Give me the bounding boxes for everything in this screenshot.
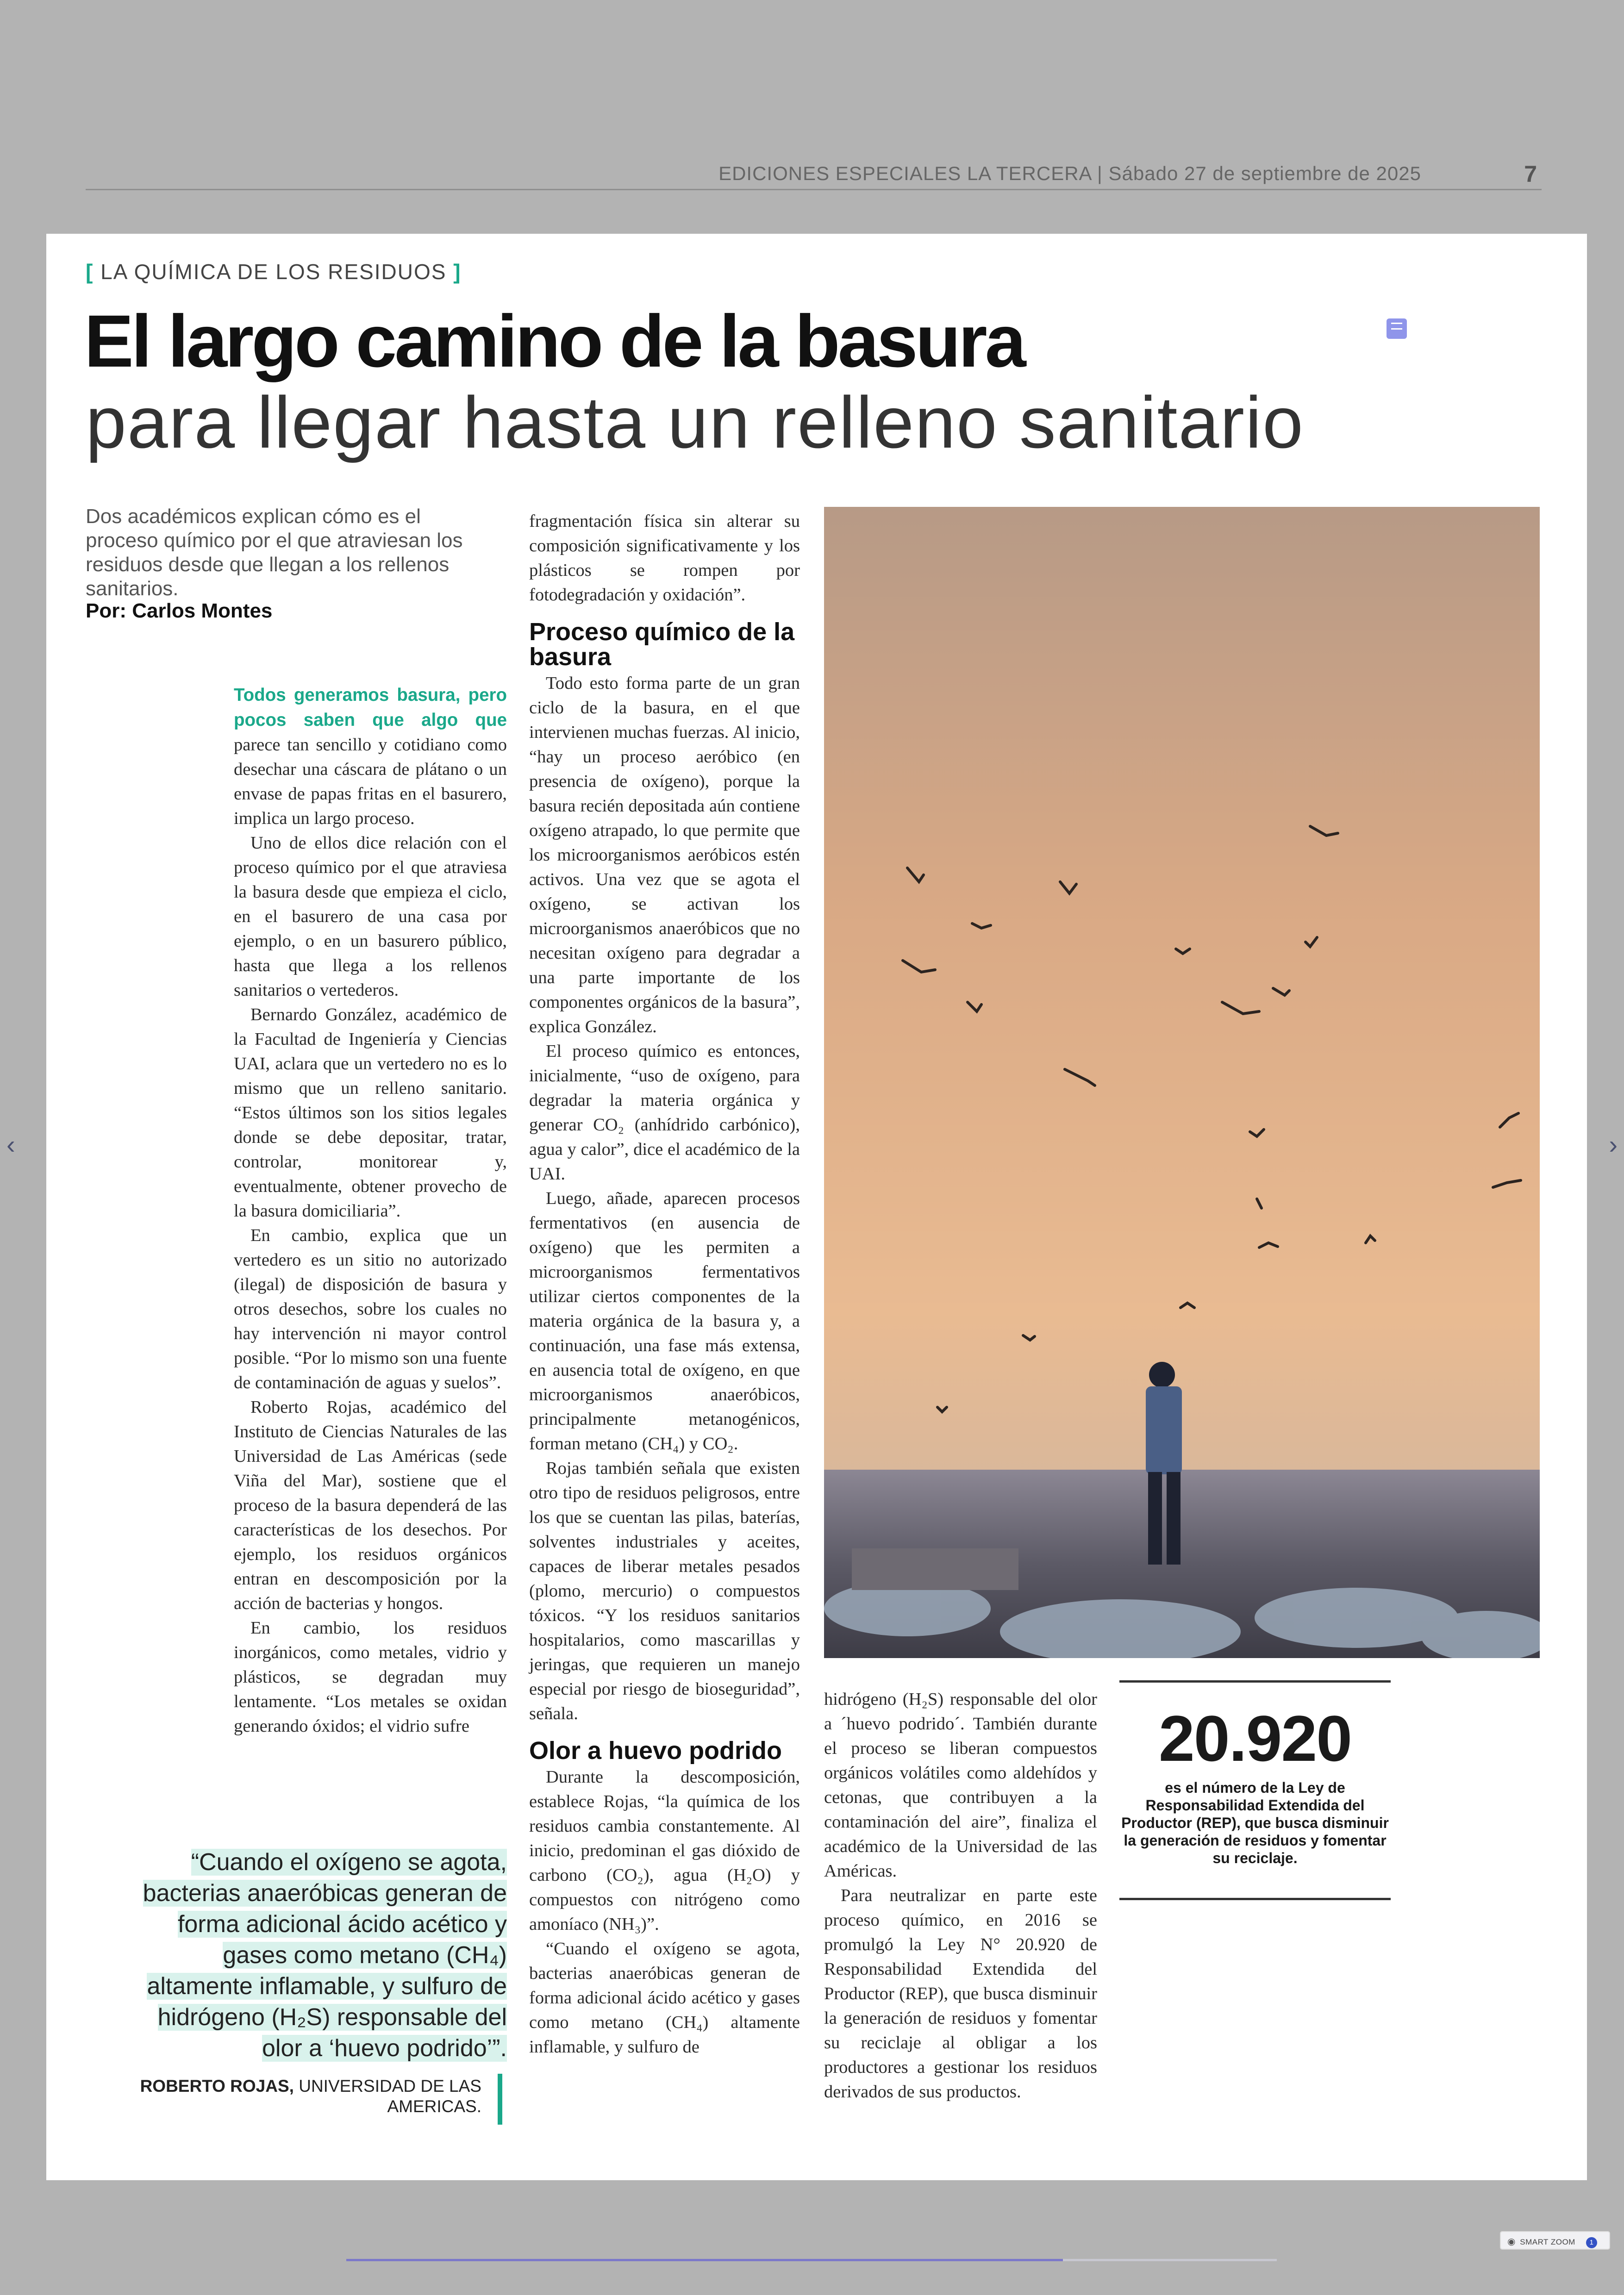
- kicker-bracket-open: [: [86, 260, 94, 284]
- smart-zoom-label: SMART ZOOM: [1520, 2238, 1575, 2246]
- article-column-3: [824, 1687, 1097, 2104]
- quote-author: ROBERTO ROJAS,: [140, 2077, 294, 2095]
- kicker-text: LA QUÍMICA DE LOS RESIDUOS: [100, 260, 447, 284]
- previous-page-arrow-icon[interactable]: ‹: [6, 1130, 15, 1159]
- lead-paragraph-rest: parece tan sencillo y cotidiano como desechar una cáscara de plátano o un envase de papas fritas en el basurero, implica un largo proceso.: [234, 735, 507, 828]
- section-kicker: [86, 259, 462, 284]
- newspaper-page: [46, 234, 1587, 2180]
- paragraph: Rojas también señala que existen otro tipo de residuos peligrosos, entre los que se cuentan las pilas, baterías, solventes industriales y aceites, capaces de liberar metales pesados (plomo, mercurio) o compuestos tóxicos. “Y los residuos sanitarios hospitalarios, como mascarillas y jeringas, que requieren un manejo especial por riesgo de bioseguridad”, señala.: [529, 1459, 800, 1723]
- byline: Por: Carlos Montes: [86, 599, 273, 622]
- smart-zoom-badge: 1: [1586, 2237, 1597, 2248]
- quote-affiliation: UNIVERSIDAD DE LAS AMERICAS.: [299, 2077, 481, 2116]
- eye-icon: ◉: [1507, 2237, 1516, 2247]
- subheading: Olor a huevo podrido: [529, 1737, 782, 1765]
- stat-number: 20.920: [1158, 1702, 1352, 1775]
- paragraph: Luego, añade, aparecen procesos fermentativos (en ausencia de oxígeno) que les permiten a microorganismos fermentativos utilizar ciertos componentes de la materia orgánica de la basura y, a continuación, una fase más extensa, en ausencia total de oxígeno, en que microorganismos anaeróbicos, principalmente metanogénicos, forman metano (CH₄) y CO₂.: [529, 1189, 800, 1453]
- article-column-2: [529, 509, 800, 2059]
- subheadline: para llegar hasta un relleno sanitario: [86, 382, 1304, 463]
- paragraph: fragmentación física sin alterar su composición significativamente y los plásticos se rompen por fotodegradación y oxidación”.: [529, 511, 800, 605]
- quote-accent-bar: [498, 2074, 502, 2125]
- kicker-bracket-close: ]: [453, 260, 462, 284]
- reading-progress-fill: [346, 2259, 1063, 2261]
- reading-progress-bar[interactable]: [346, 2259, 1277, 2261]
- paragraph: Todo esto forma parte de un gran ciclo de la basura, en el que intervienen muchas fuerzas. Al inicio, “hay un proceso aeróbico (en presencia de oxígeno), porque la basura recién depositada aún contiene oxígeno atrapado, lo que permite que los microorganismos aeróbicos estén activos. Una vez que se agota el oxígeno, se activan los microorganismos anaeróbicos que no necesitan oxígeno para degradar a una parte importante de los componentes orgánicos de la basura”, explica González.: [529, 674, 800, 1036]
- smart-zoom-button[interactable]: [1500, 2231, 1610, 2250]
- subheading: Proceso químico de la basura: [529, 618, 795, 671]
- stat-box: [1119, 1680, 1391, 1900]
- edition-line: EDICIONES ESPECIALES LA TERCERA | Sábado 27 de septiembre de 2025: [718, 162, 1421, 184]
- pull-quote-text: “Cuando el oxígeno se agota, bacterias anaeróbicas generan de forma adicional ácido acético y gases como metano (CH₄) altamente inflamable, y sulfuro de hidrógeno (H₂S) responsable del olor a ‘huevo podrido’”.: [143, 1849, 507, 2062]
- paragraph: hidrógeno (H₂S) responsable del olor a ´huevo podrido´. También durante el proceso se liberan compuestos orgánicos volátiles como aldehídos y cetonas, que contribuyen a la contaminación del aire”, finaliza el académico de la Universidad de las Américas.: [824, 1690, 1097, 1881]
- stat-description: es el número de la Ley de Responsabilidad Extendida del Productor (REP), que busca disminuir la generación de residuos y fomentar su reciclaje.: [1121, 1779, 1389, 1866]
- lead-in: Todos generamos basura, pero pocos saben que algo que: [234, 685, 507, 730]
- landfill-photo: [824, 507, 1540, 1658]
- paragraph: Durante la descomposición, establece Rojas, “la química de los residuos cambia constantemente. Al inicio, predominan el gas dióxido de carbono (CO₂), agua (H₂O) y compuestos con nitrógeno como amoníaco (NH₃)”.: [529, 1767, 800, 1934]
- page-number: 7: [1524, 161, 1537, 187]
- paragraph: Uno de ellos dice relación con el proceso químico por el que atraviesa la basura desde que empieza el ciclo, en el basurero de una casa por ejemplo, o en un basurero público, hasta que llega a los rellenos sanitarios o vertederos.: [234, 833, 507, 1000]
- next-page-arrow-icon[interactable]: ›: [1609, 1130, 1618, 1159]
- publication-header: [86, 160, 1542, 190]
- quote-attribution: [139, 2076, 481, 2117]
- paragraph: [234, 683, 507, 831]
- paragraph: “Cuando el oxígeno se agota, bacterias anaeróbicas generan de forma adicional ácido acético y gases como metano (CH₄) altamente inflamable, y sulfuro de: [529, 1939, 800, 2057]
- paragraph: En cambio, explica que un vertedero es un sitio no autorizado (ilegal) de disposición de basura y otros desechos, sobre los cuales no hay intervención ni mayor control posible. “Por lo mismo son una fuente de contaminación de aguas y suelos”.: [234, 1226, 507, 1392]
- standfirst: Dos académicos explican cómo es el proceso químico por el que atraviesan los residuos desde que llegan a los rellenos sanitarios.: [86, 505, 463, 600]
- paragraph: Para neutralizar en parte este proceso químico, en 2016 se promulgó la Ley N° 20.920 de Responsabilidad Extendida del Productor (REP), que busca disminuir la generación de residuos y fomentar su reciclaje al obligar a los productores a gestionar los residuos derivados de sus productos.: [824, 1886, 1097, 2102]
- paragraph: Roberto Rojas, académico del Instituto de Ciencias Naturales de las Universidad de Las Américas (sede Viña del Mar), sostiene que el proceso de la basura dependerá de las características de los desechos. Por ejemplo, los residuos orgánicos entran en descomposición por la acción de bacterias y hongos.: [234, 1397, 507, 1613]
- article-column-1: [234, 683, 507, 1739]
- note-icon[interactable]: [1387, 318, 1407, 339]
- paragraph: Bernardo González, académico de la Facultad de Ingeniería y Ciencias UAI, aclara que un vertedero no es lo mismo que un relleno sanitario. “Estos últimos son los sitios legales donde se debe depositar, tratar, controlar, monitorear y, eventualmente, obtener provecho de la basura domiciliaria”.: [234, 1005, 507, 1221]
- headline: El largo camino de la basura: [84, 299, 1024, 382]
- paragraph: En cambio, los residuos inorgánicos, como metales, vidrio y plásticos, se degradan muy lentamente. “Los metales se oxidan generando óxidos; el vidrio sufre: [234, 1618, 507, 1736]
- paragraph: El proceso químico es entonces, inicialmente, “uso de oxígeno, para degradar la materia orgánica y generar CO₂ (anhídrido carbónico), agua y calor”, dice el académico de la UAI.: [529, 1041, 800, 1184]
- pull-quote: [130, 1847, 507, 2064]
